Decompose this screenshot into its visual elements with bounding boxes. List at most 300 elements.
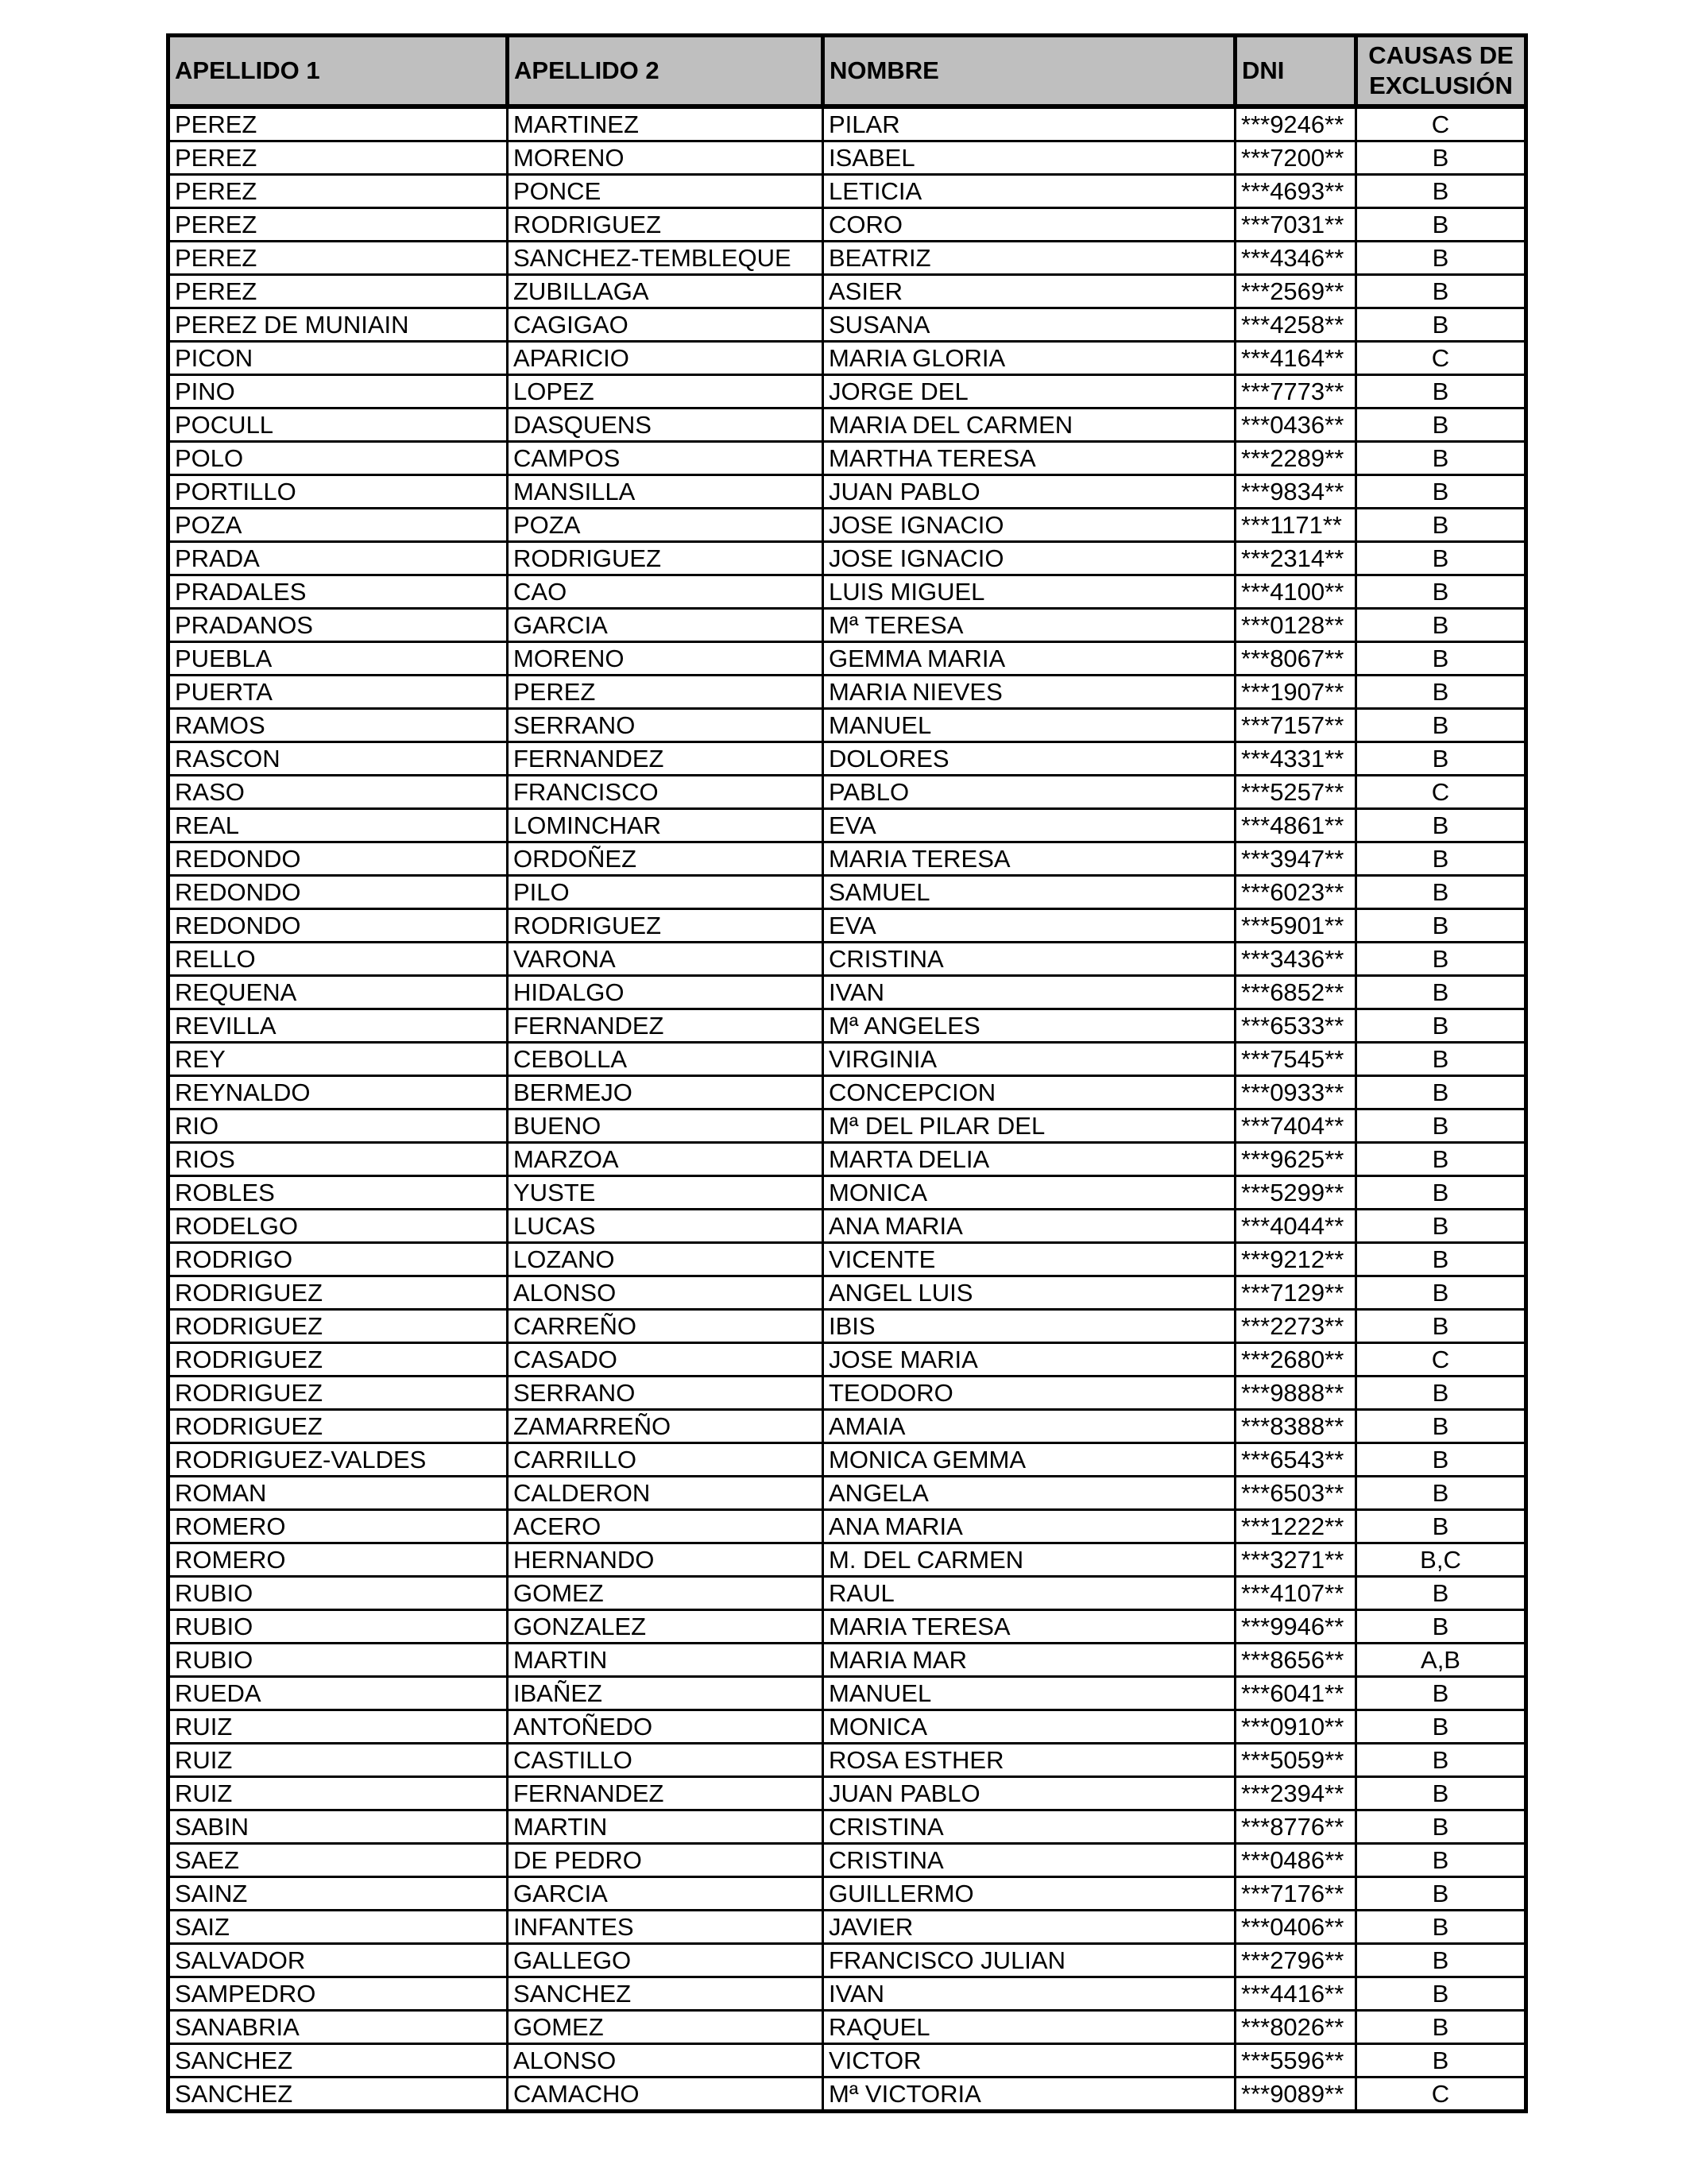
table-row — [168, 709, 1526, 742]
dni-cell: ***8656** — [1236, 1644, 1356, 1677]
apellido-1-cell: RUBIO — [168, 1644, 508, 1677]
apellido-1-cell: RASCON — [168, 742, 508, 776]
causa-cell: B — [1356, 1143, 1526, 1176]
dni-cell: ***4100** — [1236, 575, 1356, 609]
dni-cell: ***7773** — [1236, 375, 1356, 409]
table-row — [168, 809, 1526, 842]
causa-cell: B — [1356, 1176, 1526, 1210]
nombre-cell: MARIA NIEVES — [823, 676, 1236, 709]
nombre-cell: MONICA — [823, 1176, 1236, 1210]
nombre-cell: Mª TERESA — [823, 609, 1236, 642]
apellido-1-cell: REDONDO — [168, 909, 508, 943]
apellido-1-cell: RUEDA — [168, 1677, 508, 1710]
table-row — [168, 609, 1526, 642]
dni-cell: ***3947** — [1236, 842, 1356, 876]
nombre-cell: CRISTINA — [823, 1810, 1236, 1844]
causa-cell: B — [1356, 475, 1526, 509]
causa-cell: B — [1356, 542, 1526, 575]
causa-cell: B — [1356, 275, 1526, 308]
dni-cell: ***4044** — [1236, 1210, 1356, 1243]
table-row — [168, 2044, 1526, 2078]
apellido-1-cell: PEREZ — [168, 175, 508, 208]
causa-cell: B — [1356, 1477, 1526, 1510]
causa-cell: B — [1356, 1877, 1526, 1911]
apellido-1-cell: RUBIO — [168, 1610, 508, 1644]
apellido-1-cell: RODRIGUEZ — [168, 1410, 508, 1443]
nombre-cell: ISABEL — [823, 141, 1236, 175]
nombre-cell: AMAIA — [823, 1410, 1236, 1443]
dni-cell: ***0933** — [1236, 1076, 1356, 1109]
causa-cell: B — [1356, 509, 1526, 542]
nombre-cell: SUSANA — [823, 308, 1236, 342]
apellido-2-cell: LUCAS — [508, 1210, 823, 1243]
nombre-cell: ANGELA — [823, 1477, 1236, 1510]
causa-cell: B — [1356, 809, 1526, 842]
apellido-2-cell: DE PEDRO — [508, 1844, 823, 1877]
table-row — [168, 141, 1526, 175]
apellido-1-cell: PRADA — [168, 542, 508, 575]
apellido-2-cell: GALLEGO — [508, 1944, 823, 1977]
causa-cell: B — [1356, 1377, 1526, 1410]
causa-cell: B — [1356, 1810, 1526, 1844]
table-row — [168, 308, 1526, 342]
table-row — [168, 1944, 1526, 1977]
dni-cell: ***0406** — [1236, 1911, 1356, 1944]
apellido-2-cell: FERNANDEZ — [508, 1009, 823, 1043]
causa-cell: B — [1356, 1043, 1526, 1076]
apellido-2-cell: GONZALEZ — [508, 1610, 823, 1644]
apellido-1-cell: POCULL — [168, 409, 508, 442]
causa-cell: B — [1356, 742, 1526, 776]
causa-cell: B — [1356, 1777, 1526, 1810]
nombre-cell: MONICA GEMMA — [823, 1443, 1236, 1477]
apellido-1-cell: POZA — [168, 509, 508, 542]
causa-cell: B — [1356, 676, 1526, 709]
causa-cell: B — [1356, 976, 1526, 1009]
nombre-cell: FRANCISCO JULIAN — [823, 1944, 1236, 1977]
nombre-cell: Mª VICTORIA — [823, 2078, 1236, 2112]
table-row — [168, 1343, 1526, 1377]
apellido-2-cell: RODRIGUEZ — [508, 542, 823, 575]
apellido-2-cell: GARCIA — [508, 609, 823, 642]
nombre-cell: MANUEL — [823, 709, 1236, 742]
dni-cell: ***4693** — [1236, 175, 1356, 208]
dni-cell: ***6023** — [1236, 876, 1356, 909]
nombre-cell: MONICA — [823, 1710, 1236, 1744]
apellido-2-cell: MARTIN — [508, 1644, 823, 1677]
nombre-cell: Mª ANGELES — [823, 1009, 1236, 1043]
nombre-cell: VICTOR — [823, 2044, 1236, 2078]
apellido-1-cell: RODRIGUEZ-VALDES — [168, 1443, 508, 1477]
apellido-2-cell: MARZOA — [508, 1143, 823, 1176]
causa-cell: B — [1356, 1677, 1526, 1710]
apellido-2-cell: BERMEJO — [508, 1076, 823, 1109]
nombre-cell: VICENTE — [823, 1243, 1236, 1276]
apellido-1-cell: ROMAN — [168, 1477, 508, 1510]
dni-cell: ***4164** — [1236, 342, 1356, 375]
table-row — [168, 1377, 1526, 1410]
table-row — [168, 575, 1526, 609]
apellido-1-cell: RODRIGUEZ — [168, 1377, 508, 1410]
apellido-2-cell: ALONSO — [508, 2044, 823, 2078]
apellido-2-cell: CALDERON — [508, 1477, 823, 1510]
table-row — [168, 876, 1526, 909]
nombre-cell: GUILLERMO — [823, 1877, 1236, 1911]
dni-cell: ***1171** — [1236, 509, 1356, 542]
dni-cell: ***7545** — [1236, 1043, 1356, 1076]
dni-cell: ***6852** — [1236, 976, 1356, 1009]
table-row — [168, 1210, 1526, 1243]
dni-cell: ***8388** — [1236, 1410, 1356, 1443]
table-row — [168, 1443, 1526, 1477]
dni-cell: ***6041** — [1236, 1677, 1356, 1710]
table-row — [168, 1510, 1526, 1543]
apellido-2-cell: MORENO — [508, 141, 823, 175]
nombre-cell: JOSE IGNACIO — [823, 509, 1236, 542]
dni-cell: ***2796** — [1236, 1944, 1356, 1977]
dni-cell: ***9246** — [1236, 106, 1356, 141]
nombre-cell: MARIA DEL CARMEN — [823, 409, 1236, 442]
apellido-1-cell: PUEBLA — [168, 642, 508, 676]
table-row — [168, 742, 1526, 776]
apellido-2-cell: MANSILLA — [508, 475, 823, 509]
causa-cell: B — [1356, 1243, 1526, 1276]
causa-cell: C — [1356, 342, 1526, 375]
causa-cell: B — [1356, 2011, 1526, 2044]
table-row — [168, 542, 1526, 575]
apellido-2-cell: BUENO — [508, 1109, 823, 1143]
dni-cell: ***6543** — [1236, 1443, 1356, 1477]
apellido-1-cell: SAIZ — [168, 1911, 508, 1944]
table-row — [168, 1977, 1526, 2011]
apellido-1-cell: SAMPEDRO — [168, 1977, 508, 2011]
causa-cell: B — [1356, 1210, 1526, 1243]
dni-cell: ***5257** — [1236, 776, 1356, 809]
dni-cell: ***2394** — [1236, 1777, 1356, 1810]
nombre-cell: EVA — [823, 809, 1236, 842]
apellido-2-cell: PONCE — [508, 175, 823, 208]
nombre-cell: GEMMA MARIA — [823, 642, 1236, 676]
apellido-1-cell: SANCHEZ — [168, 2078, 508, 2112]
apellido-1-cell: RIOS — [168, 1143, 508, 1176]
apellido-2-cell: MARTINEZ — [508, 106, 823, 141]
dni-cell: ***8067** — [1236, 642, 1356, 676]
dni-cell: ***9625** — [1236, 1143, 1356, 1176]
dni-cell: ***9946** — [1236, 1610, 1356, 1644]
apellido-2-cell: INFANTES — [508, 1911, 823, 1944]
dni-cell: ***2680** — [1236, 1343, 1356, 1377]
apellido-2-cell: LOPEZ — [508, 375, 823, 409]
apellido-1-cell: RODRIGO — [168, 1243, 508, 1276]
causa-cell: B — [1356, 1310, 1526, 1343]
apellido-2-cell: ORDOÑEZ — [508, 842, 823, 876]
apellido-1-cell: SAEZ — [168, 1844, 508, 1877]
apellido-2-cell: CARRILLO — [508, 1443, 823, 1477]
exclusion-table — [166, 33, 1528, 2113]
causa-cell: B — [1356, 642, 1526, 676]
nombre-cell: DOLORES — [823, 742, 1236, 776]
apellido-2-cell: CAMPOS — [508, 442, 823, 475]
apellido-1-cell: REQUENA — [168, 976, 508, 1009]
nombre-cell: BEATRIZ — [823, 242, 1236, 275]
table-row — [168, 475, 1526, 509]
apellido-2-cell: RODRIGUEZ — [508, 909, 823, 943]
dni-cell: ***0486** — [1236, 1844, 1356, 1877]
apellido-1-cell: POLO — [168, 442, 508, 475]
dni-cell: ***6503** — [1236, 1477, 1356, 1510]
apellido-2-cell: POZA — [508, 509, 823, 542]
table-row — [168, 1410, 1526, 1443]
apellido-2-cell: SANCHEZ — [508, 1977, 823, 2011]
apellido-1-cell: PEREZ — [168, 208, 508, 242]
apellido-2-cell: SERRANO — [508, 709, 823, 742]
dni-cell: ***4258** — [1236, 308, 1356, 342]
nombre-cell: RAUL — [823, 1577, 1236, 1610]
nombre-cell: Mª DEL PILAR DEL — [823, 1109, 1236, 1143]
apellido-1-cell: RUIZ — [168, 1744, 508, 1777]
causa-cell: B — [1356, 1076, 1526, 1109]
apellido-2-cell: FRANCISCO — [508, 776, 823, 809]
apellido-2-cell: ZAMARREÑO — [508, 1410, 823, 1443]
causa-cell: B — [1356, 1109, 1526, 1143]
apellido-1-cell: PEREZ DE MUNIAIN — [168, 308, 508, 342]
nombre-cell: IBIS — [823, 1310, 1236, 1343]
apellido-1-cell: REAL — [168, 809, 508, 842]
apellido-2-cell: ACERO — [508, 1510, 823, 1543]
dni-cell: ***5059** — [1236, 1744, 1356, 1777]
table-row — [168, 1744, 1526, 1777]
causa-cell: B — [1356, 943, 1526, 976]
apellido-2-cell: CASTILLO — [508, 1744, 823, 1777]
dni-cell: ***4346** — [1236, 242, 1356, 275]
table-row — [168, 409, 1526, 442]
apellido-1-cell: PINO — [168, 375, 508, 409]
apellido-1-cell: RASO — [168, 776, 508, 809]
causa-cell: B — [1356, 909, 1526, 943]
table-row — [168, 175, 1526, 208]
table-row — [168, 2011, 1526, 2044]
nombre-cell: SAMUEL — [823, 876, 1236, 909]
dni-cell: ***7129** — [1236, 1276, 1356, 1310]
dni-cell: ***1222** — [1236, 1510, 1356, 1543]
causa-cell: B,C — [1356, 1543, 1526, 1577]
dni-cell: ***6533** — [1236, 1009, 1356, 1043]
apellido-2-cell: CAGIGAO — [508, 308, 823, 342]
dni-cell: ***8776** — [1236, 1810, 1356, 1844]
apellido-2-cell: DASQUENS — [508, 409, 823, 442]
causa-cell: B — [1356, 375, 1526, 409]
causa-cell: B — [1356, 709, 1526, 742]
table-row — [168, 1810, 1526, 1844]
column-header-nombre: NOMBRE — [823, 36, 1236, 107]
nombre-cell: JOSE IGNACIO — [823, 542, 1236, 575]
table-row — [168, 442, 1526, 475]
table-header-row — [168, 36, 1526, 107]
apellido-1-cell: RODRIGUEZ — [168, 1343, 508, 1377]
table-row — [168, 1911, 1526, 1944]
nombre-cell: TEODORO — [823, 1377, 1236, 1410]
apellido-1-cell: PRADALES — [168, 575, 508, 609]
dni-cell: ***9834** — [1236, 475, 1356, 509]
table-row — [168, 342, 1526, 375]
apellido-2-cell: SANCHEZ-TEMBLEQUE — [508, 242, 823, 275]
apellido-1-cell: REY — [168, 1043, 508, 1076]
table-row — [168, 1009, 1526, 1043]
table-row — [168, 676, 1526, 709]
nombre-cell: JUAN PABLO — [823, 475, 1236, 509]
apellido-1-cell: REDONDO — [168, 876, 508, 909]
dni-cell: ***7157** — [1236, 709, 1356, 742]
dni-cell: ***5299** — [1236, 1176, 1356, 1210]
nombre-cell: CONCEPCION — [823, 1076, 1236, 1109]
causa-cell: B — [1356, 242, 1526, 275]
nombre-cell: VIRGINIA — [823, 1043, 1236, 1076]
dni-cell: ***7404** — [1236, 1109, 1356, 1143]
dni-cell: ***1907** — [1236, 676, 1356, 709]
apellido-1-cell: PORTILLO — [168, 475, 508, 509]
apellido-1-cell: REYNALDO — [168, 1076, 508, 1109]
apellido-2-cell: APARICIO — [508, 342, 823, 375]
causa-cell: B — [1356, 141, 1526, 175]
nombre-cell: JUAN PABLO — [823, 1777, 1236, 1810]
causa-cell: B — [1356, 1610, 1526, 1644]
apellido-1-cell: PRADANOS — [168, 609, 508, 642]
apellido-1-cell: SANCHEZ — [168, 2044, 508, 2078]
apellido-1-cell: RODELGO — [168, 1210, 508, 1243]
dni-cell: ***9212** — [1236, 1243, 1356, 1276]
exclusion-list — [166, 33, 1524, 2113]
nombre-cell: MARTHA TERESA — [823, 442, 1236, 475]
nombre-cell: IVAN — [823, 976, 1236, 1009]
nombre-cell: PABLO — [823, 776, 1236, 809]
apellido-1-cell: SAINZ — [168, 1877, 508, 1911]
table-row — [168, 1310, 1526, 1343]
column-header-dni: DNI — [1236, 36, 1356, 107]
table-row — [168, 842, 1526, 876]
nombre-cell: PILAR — [823, 106, 1236, 141]
apellido-1-cell: ROMERO — [168, 1543, 508, 1577]
causa-cell: B — [1356, 1577, 1526, 1610]
apellido-2-cell: HIDALGO — [508, 976, 823, 1009]
causa-cell: B — [1356, 1844, 1526, 1877]
nombre-cell: ROSA ESTHER — [823, 1744, 1236, 1777]
dni-cell: ***2273** — [1236, 1310, 1356, 1343]
nombre-cell: M. DEL CARMEN — [823, 1543, 1236, 1577]
apellido-1-cell: PEREZ — [168, 106, 508, 141]
apellido-1-cell: RUIZ — [168, 1710, 508, 1744]
causa-cell: B — [1356, 409, 1526, 442]
apellido-2-cell: LOMINCHAR — [508, 809, 823, 842]
apellido-1-cell: RODRIGUEZ — [168, 1276, 508, 1310]
apellido-2-cell: ZUBILLAGA — [508, 275, 823, 308]
apellido-2-cell: SERRANO — [508, 1377, 823, 1410]
apellido-1-cell: SANABRIA — [168, 2011, 508, 2044]
apellido-1-cell: SALVADOR — [168, 1944, 508, 1977]
causa-cell: C — [1356, 2078, 1526, 2112]
causa-cell: B — [1356, 1510, 1526, 1543]
nombre-cell: MARIA TERESA — [823, 1610, 1236, 1644]
apellido-2-cell: CAO — [508, 575, 823, 609]
table-row — [168, 1176, 1526, 1210]
nombre-cell: ANA MARIA — [823, 1210, 1236, 1243]
column-header-causas: CAUSAS DE EXCLUSIÓN — [1356, 36, 1526, 107]
nombre-cell: MANUEL — [823, 1677, 1236, 1710]
dni-cell: ***0910** — [1236, 1710, 1356, 1744]
table-row — [168, 1777, 1526, 1810]
table-row — [168, 208, 1526, 242]
table-row — [168, 1844, 1526, 1877]
table-row — [168, 275, 1526, 308]
nombre-cell: CRISTINA — [823, 943, 1236, 976]
causa-cell: A,B — [1356, 1644, 1526, 1677]
nombre-cell: MARIA MAR — [823, 1644, 1236, 1677]
apellido-1-cell: RELLO — [168, 943, 508, 976]
table-row — [168, 2078, 1526, 2112]
causa-cell: B — [1356, 876, 1526, 909]
dni-cell: ***3271** — [1236, 1543, 1356, 1577]
causa-cell: B — [1356, 1911, 1526, 1944]
apellido-2-cell: CARREÑO — [508, 1310, 823, 1343]
table-row — [168, 1610, 1526, 1644]
nombre-cell: JORGE DEL — [823, 375, 1236, 409]
dni-cell: ***4107** — [1236, 1577, 1356, 1610]
table-row — [168, 1043, 1526, 1076]
dni-cell: ***5901** — [1236, 909, 1356, 943]
causa-cell: C — [1356, 106, 1526, 141]
apellido-1-cell: PEREZ — [168, 141, 508, 175]
causa-cell: B — [1356, 1744, 1526, 1777]
column-header-apellido-2: APELLIDO 2 — [508, 36, 823, 107]
table-row — [168, 1276, 1526, 1310]
dni-cell: ***5596** — [1236, 2044, 1356, 2078]
dni-cell: ***2569** — [1236, 275, 1356, 308]
apellido-1-cell: RAMOS — [168, 709, 508, 742]
apellido-2-cell: GOMEZ — [508, 1577, 823, 1610]
nombre-cell: EVA — [823, 909, 1236, 943]
table-row — [168, 1109, 1526, 1143]
causa-cell: B — [1356, 175, 1526, 208]
table-row — [168, 1877, 1526, 1911]
apellido-1-cell: REDONDO — [168, 842, 508, 876]
nombre-cell: LETICIA — [823, 175, 1236, 208]
causa-cell: B — [1356, 1710, 1526, 1744]
nombre-cell: CORO — [823, 208, 1236, 242]
table-row — [168, 375, 1526, 409]
dni-cell: ***9888** — [1236, 1377, 1356, 1410]
apellido-1-cell: PUERTA — [168, 676, 508, 709]
apellido-2-cell: ANTOÑEDO — [508, 1710, 823, 1744]
causa-cell: B — [1356, 1977, 1526, 2011]
apellido-1-cell: RODRIGUEZ — [168, 1310, 508, 1343]
apellido-2-cell: FERNANDEZ — [508, 742, 823, 776]
table-row — [168, 1076, 1526, 1109]
causa-cell: B — [1356, 609, 1526, 642]
apellido-2-cell: IBAÑEZ — [508, 1677, 823, 1710]
table-row — [168, 1477, 1526, 1510]
table-row — [168, 242, 1526, 275]
table-row — [168, 1143, 1526, 1176]
nombre-cell: JOSE MARIA — [823, 1343, 1236, 1377]
causa-cell: C — [1356, 1343, 1526, 1377]
table-row — [168, 1710, 1526, 1744]
apellido-2-cell: RODRIGUEZ — [508, 208, 823, 242]
table-row — [168, 976, 1526, 1009]
dni-cell: ***7031** — [1236, 208, 1356, 242]
dni-cell: ***3436** — [1236, 943, 1356, 976]
causa-cell: C — [1356, 776, 1526, 809]
causa-cell: B — [1356, 1944, 1526, 1977]
causa-cell: B — [1356, 2044, 1526, 2078]
